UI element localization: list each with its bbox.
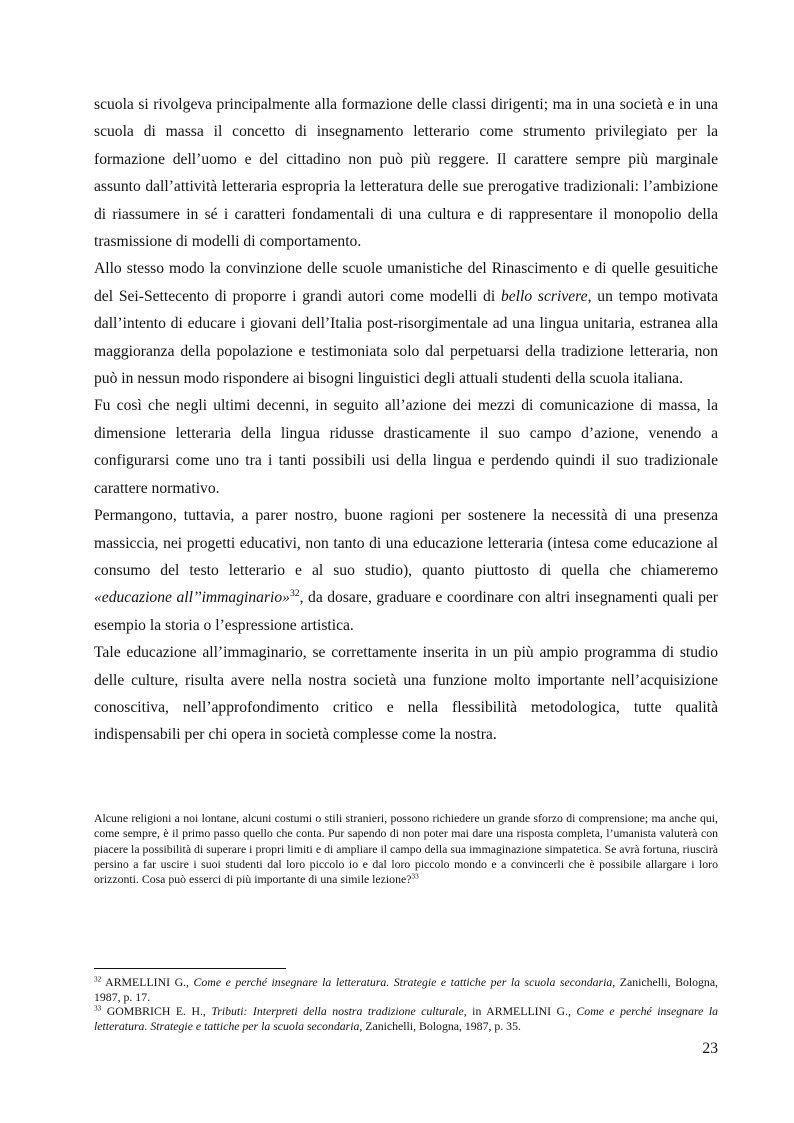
paragraph-4-text-end: , da dosare, graduare e coordinare con altri insegnamenti quali per esempio la storia o l’espressione artistica. xyxy=(94,589,718,634)
paragraph-4-text: Permangono, tuttavia, a parer nostro, buone ragioni per sostenere la necessità di una presenza massiccia, nei progetti educativi, non tanto di una educazione letteraria (intesa come educazione al consumo del testo letterario e al suo studio), quanto piuttosto di quella che chiameremo xyxy=(94,507,718,579)
paragraph-3 xyxy=(94,392,718,502)
paragraph-2-italic: bello scrivere xyxy=(500,287,588,305)
paragraph-1-text: scuola si rivolgeva principalmente alla formazione delle classi dirigenti; ma in una società e in una scuola di massa il concetto di insegnamento letterario come strumento privilegiato per la formazione dell’uomo e del cittadino non può più reggere. Il carattere sempre più marginale assunto dall’attività letteraria espropria la letteratura delle sue prerogative tradizionali: l’ambizione di riassumere in sé i caratteri fondamentali di una cultura e di rappresentare il monopolio della trasmissione di modelli di comportamento. xyxy=(94,96,718,251)
quote-paragraph xyxy=(94,811,718,887)
footnote-publisher: , Zanichelli, Bologna, 1987, p. 35. xyxy=(359,1018,521,1033)
quote-text: Alcune religioni a noi lontane, alcuni costumi o stili stranieri, possono richiedere un grande sforzo di comprensione; ma anche qui, come sempre, è il primo passo quello che conta. Pur sapendo di non poter mai dare una risposta completa, l’umanista valuterà con piacere la possibilità di superare i propri limiti e di ampliare il campo della sua immaginazione simpatetica. Se avrà fortuna, riuscirà persino a far uscire i suoi studenti dal loro piccolo io e dal loro piccolo mondo e a convincerli che è possibile allargare i loro orizzonti. Cosa può esserci di più importante di una simile lezione? xyxy=(94,811,718,887)
footnote-separator xyxy=(94,968,286,969)
footnote-ref-32: 32 xyxy=(289,588,300,600)
footnote-33 xyxy=(94,1004,718,1033)
paragraph-3-text: Fu così che negli ultimi decenni, in seguito all’azione dei mezzi di comunicazione di massa, la dimensione letteraria della lingua ridusse drasticamente il suo campo d’azione, venendo a configurarsi come uno tra i tanti possibili usi della lingua e perdendo quindi il suo tradizionale carattere normativo. xyxy=(94,397,718,497)
footnote-number: 33 xyxy=(94,1003,102,1013)
paragraph-5-text: Tale educazione all’immaginario, se correttamente inserita in un più ampio programma di studio delle culture, risulta avere nella nostra società una funzione molto importante nell’acquisizione conoscitiva, nell’approfondimento critico e nella flessibilità metodologica, tutte qualità indispensabili per chi opera in società complesse come la nostra. xyxy=(94,644,718,744)
footnote-number: 32 xyxy=(94,974,102,984)
footnotes xyxy=(94,975,718,1033)
block-quote xyxy=(94,811,718,887)
paragraph-2-text-end: , un tempo motivata dall’intento di educare i giovani dell’Italia post-risorgimentale ad una lingua unitaria, estranea alla maggioranza della popolazione e testimoniata solo dal perpetuarsi della tradizione letteraria, non può in nessun modo rispondere ai bisogni linguistici degli attuali studenti della scuola italiana. xyxy=(94,287,718,388)
main-text xyxy=(94,91,718,749)
footnote-ref-33: 33 xyxy=(411,871,419,881)
footnote-32 xyxy=(94,975,718,1004)
footnote-publisher: , Zanichelli, Bologna, 1987, p. 17. xyxy=(94,975,718,1004)
page-number: 23 xyxy=(702,1040,718,1057)
paragraph-4-italic: «educazione all’’immaginario» xyxy=(94,589,290,607)
footnote-title: Come e perché insegnare la letteratura. Strategie e tattiche per la scuola secondaria xyxy=(193,975,613,989)
footnote-author: GOMBRICH E. H., xyxy=(101,1004,212,1019)
paragraph-4 xyxy=(94,502,718,639)
footnote-connector: in ARMELLINI G., xyxy=(466,1004,577,1019)
paragraph-5 xyxy=(94,639,718,749)
footnote-title-2: Come e perché insegnare la letteratura. Strategie e tattiche per la scuola secondaria xyxy=(94,1004,718,1033)
paragraph-2 xyxy=(94,255,718,392)
footnote-author: ARMELLINI G., xyxy=(101,975,194,989)
footnote-title: Tributi: Interpreti della nostra tradizione culturale, xyxy=(211,1004,467,1019)
paragraph-2-text: Allo stesso modo la convinzione delle scuole umanistiche del Rinascimento e di quelle gesuitiche del Sei-Settecento di proporre i grandi autori come modelli di xyxy=(94,260,718,305)
paragraph-1 xyxy=(94,91,718,255)
